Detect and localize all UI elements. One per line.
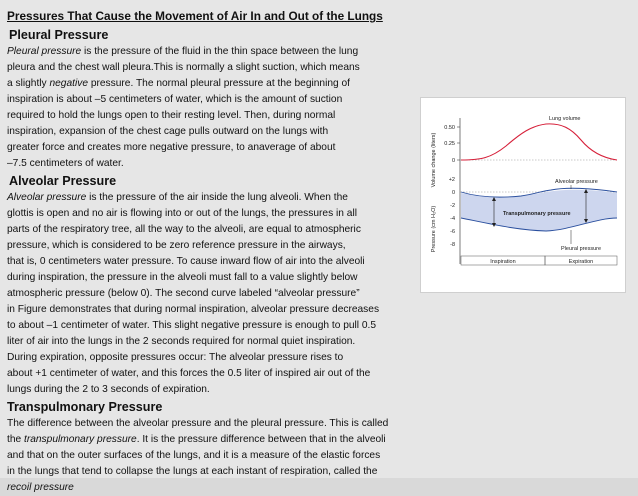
text-run: The difference between the alveolar pressure and the pleural pressure. This is called bbox=[7, 418, 389, 429]
pleural-pressure-label: Pleural pressure bbox=[561, 246, 602, 252]
volume-tick-label: 0 bbox=[451, 158, 455, 164]
text-run: to about –1 centimeter of water. This slight negative pressure is enough to pull 0.5 bbox=[7, 320, 377, 331]
text-run: is the pressure of the fluid in the thin space between the lung bbox=[81, 46, 359, 57]
pleural-paragraph-line bbox=[7, 108, 411, 124]
transpulmonary-paragraph-line bbox=[7, 416, 411, 432]
pressure-tick-label: -4 bbox=[450, 216, 455, 222]
alveolar-paragraph-line bbox=[7, 206, 411, 222]
transpulmonary-pressure-label: Transpulmonary pressure bbox=[503, 211, 571, 217]
alveolar-paragraph-line bbox=[7, 190, 411, 206]
phase-inspiration: Inspiration bbox=[490, 259, 516, 265]
alveolar-paragraph-line bbox=[7, 318, 411, 334]
alveolar-paragraph-line bbox=[7, 382, 411, 398]
text-run: required to hold the lungs open to their resting level. Then, during normal bbox=[7, 110, 336, 121]
text-run: a slightly bbox=[7, 78, 50, 89]
text-run: glottis is open and no air is flowing into or out of the lungs, the pressures in all bbox=[7, 208, 357, 219]
text-run: inspiration is about –5 centimeters of water, which is the amount of suction bbox=[7, 94, 343, 105]
text-run: liter of air into the lungs in the 2 seconds required for normal quiet inspiration. bbox=[7, 336, 356, 347]
pressure-tick-label: +2 bbox=[448, 177, 455, 183]
pleural-paragraph-line bbox=[7, 92, 411, 108]
text-run: and that on the outer surfaces of the lungs, and it is a measure of the elastic forces bbox=[7, 450, 381, 461]
pressure-volume-figure bbox=[420, 97, 626, 293]
pleural-paragraph-line bbox=[7, 44, 411, 60]
text-run: in the lungs that tend to collapse the lungs at each instant of respiration, called the bbox=[7, 466, 378, 477]
text-run: in Figure demonstrates that during normal inspiration, alveolar pressure decreases bbox=[7, 304, 380, 315]
pressure-tick-label: -2 bbox=[450, 203, 455, 209]
pressure-tick-label: -8 bbox=[450, 242, 455, 248]
text-run: –7.5 centimeters of water. bbox=[7, 158, 124, 169]
pressure-tick-label: -6 bbox=[450, 229, 455, 235]
alveolar-paragraph-line bbox=[7, 366, 411, 382]
alveolar-pressure-label: Alveolar pressure bbox=[555, 179, 598, 185]
pressure-tick-label: 0 bbox=[451, 190, 455, 196]
pleural-paragraph-line bbox=[7, 140, 411, 156]
text-run: lungs during the 2 to 3 seconds of expiration. bbox=[7, 384, 210, 395]
text-run: During expiration, opposite pressures occur: The alveolar pressure rises to bbox=[7, 352, 344, 363]
text-run: greater force and creates more negative pressure, to anaverage of about bbox=[7, 142, 336, 153]
lung-volume-curve bbox=[461, 124, 617, 160]
text-run: that is, 0 centimeters water pressure. To cause inward flow of air into the alveoli bbox=[7, 256, 365, 267]
transpulmonary-paragraph-line bbox=[7, 432, 411, 448]
alveolar-paragraph-line bbox=[7, 302, 411, 318]
alveolar-paragraph-line bbox=[7, 286, 411, 302]
italic-term: Pleural pressure bbox=[7, 46, 82, 57]
text-run: the bbox=[7, 434, 24, 445]
text-run: parts of the respiratory tree, all the way to the alveoli, are equal to atmospheric bbox=[7, 224, 361, 235]
alveolar-paragraph-line bbox=[7, 222, 411, 238]
volume-tick-label: 0.25 bbox=[444, 141, 455, 147]
heading-transpulmonary-pressure: Transpulmonary Pressure bbox=[7, 400, 163, 414]
volume-axis-label: Volume change (liters) bbox=[431, 132, 437, 188]
italic-term: negative bbox=[49, 78, 88, 89]
text-run: is the pressure of the air inside the lung alveoli. When the bbox=[86, 192, 348, 203]
paragraph-alveolar-pressure bbox=[7, 190, 411, 398]
text-run: inspiration, expansion of the chest cage pulls outward on the lungs with bbox=[7, 126, 329, 137]
text-column bbox=[7, 8, 411, 496]
italic-term: transpulmonary pressure bbox=[24, 434, 137, 445]
text-run: during inspiration, the pressure in the alveoli must fall to a value slightly below bbox=[7, 272, 358, 283]
text-run: pressure, which is considered to be zero reference pressure in the airways, bbox=[7, 240, 346, 251]
text-run: pleura and the chest wall pleura.This is normally a slight suction, which means bbox=[7, 62, 360, 73]
alveolar-paragraph-line bbox=[7, 238, 411, 254]
italic-term: recoil pressure bbox=[7, 482, 74, 493]
lung-volume-label: Lung volume bbox=[549, 116, 581, 122]
pressure-volume-diagram bbox=[421, 98, 625, 292]
alveolar-paragraph-line bbox=[7, 334, 411, 350]
paragraph-transpulmonary-pressure bbox=[7, 416, 411, 496]
volume-tick-label: 0.50 bbox=[444, 125, 455, 131]
alveolar-paragraph-line bbox=[7, 254, 411, 270]
pleural-paragraph-line bbox=[7, 156, 411, 172]
pleural-paragraph-line bbox=[7, 76, 411, 92]
pressure-axis-label: Pressure (cm H₂O) bbox=[431, 205, 437, 253]
pleural-paragraph-line bbox=[7, 60, 411, 76]
text-run: pressure. The normal pleural pressure at the beginning of bbox=[88, 78, 351, 89]
page-title: Pressures That Cause the Movement of Air In and Out of the Lungs bbox=[7, 9, 383, 23]
text-run: about +1 centimeter of water, and this forces the 0.5 liter of inspired air out of the bbox=[7, 368, 371, 379]
phase-expiration: Expiration bbox=[568, 259, 594, 265]
paragraph-pleural-pressure bbox=[7, 44, 411, 172]
transpulmonary-paragraph-line bbox=[7, 448, 411, 464]
text-run: atmospheric pressure (below 0). The second curve labeled “alveolar pressure” bbox=[7, 288, 360, 299]
pleural-paragraph-line bbox=[7, 124, 411, 140]
text-run: . It is the pressure difference between that in the alveoli bbox=[136, 434, 386, 445]
transpulmonary-paragraph-line bbox=[7, 480, 411, 496]
alveolar-paragraph-line bbox=[7, 350, 411, 366]
heading-alveolar-pressure: Alveolar Pressure bbox=[9, 174, 117, 188]
italic-term: Alveolar pressure bbox=[7, 192, 87, 203]
alveolar-paragraph-line bbox=[7, 270, 411, 286]
heading-pleural-pressure: Pleural Pressure bbox=[9, 28, 109, 42]
